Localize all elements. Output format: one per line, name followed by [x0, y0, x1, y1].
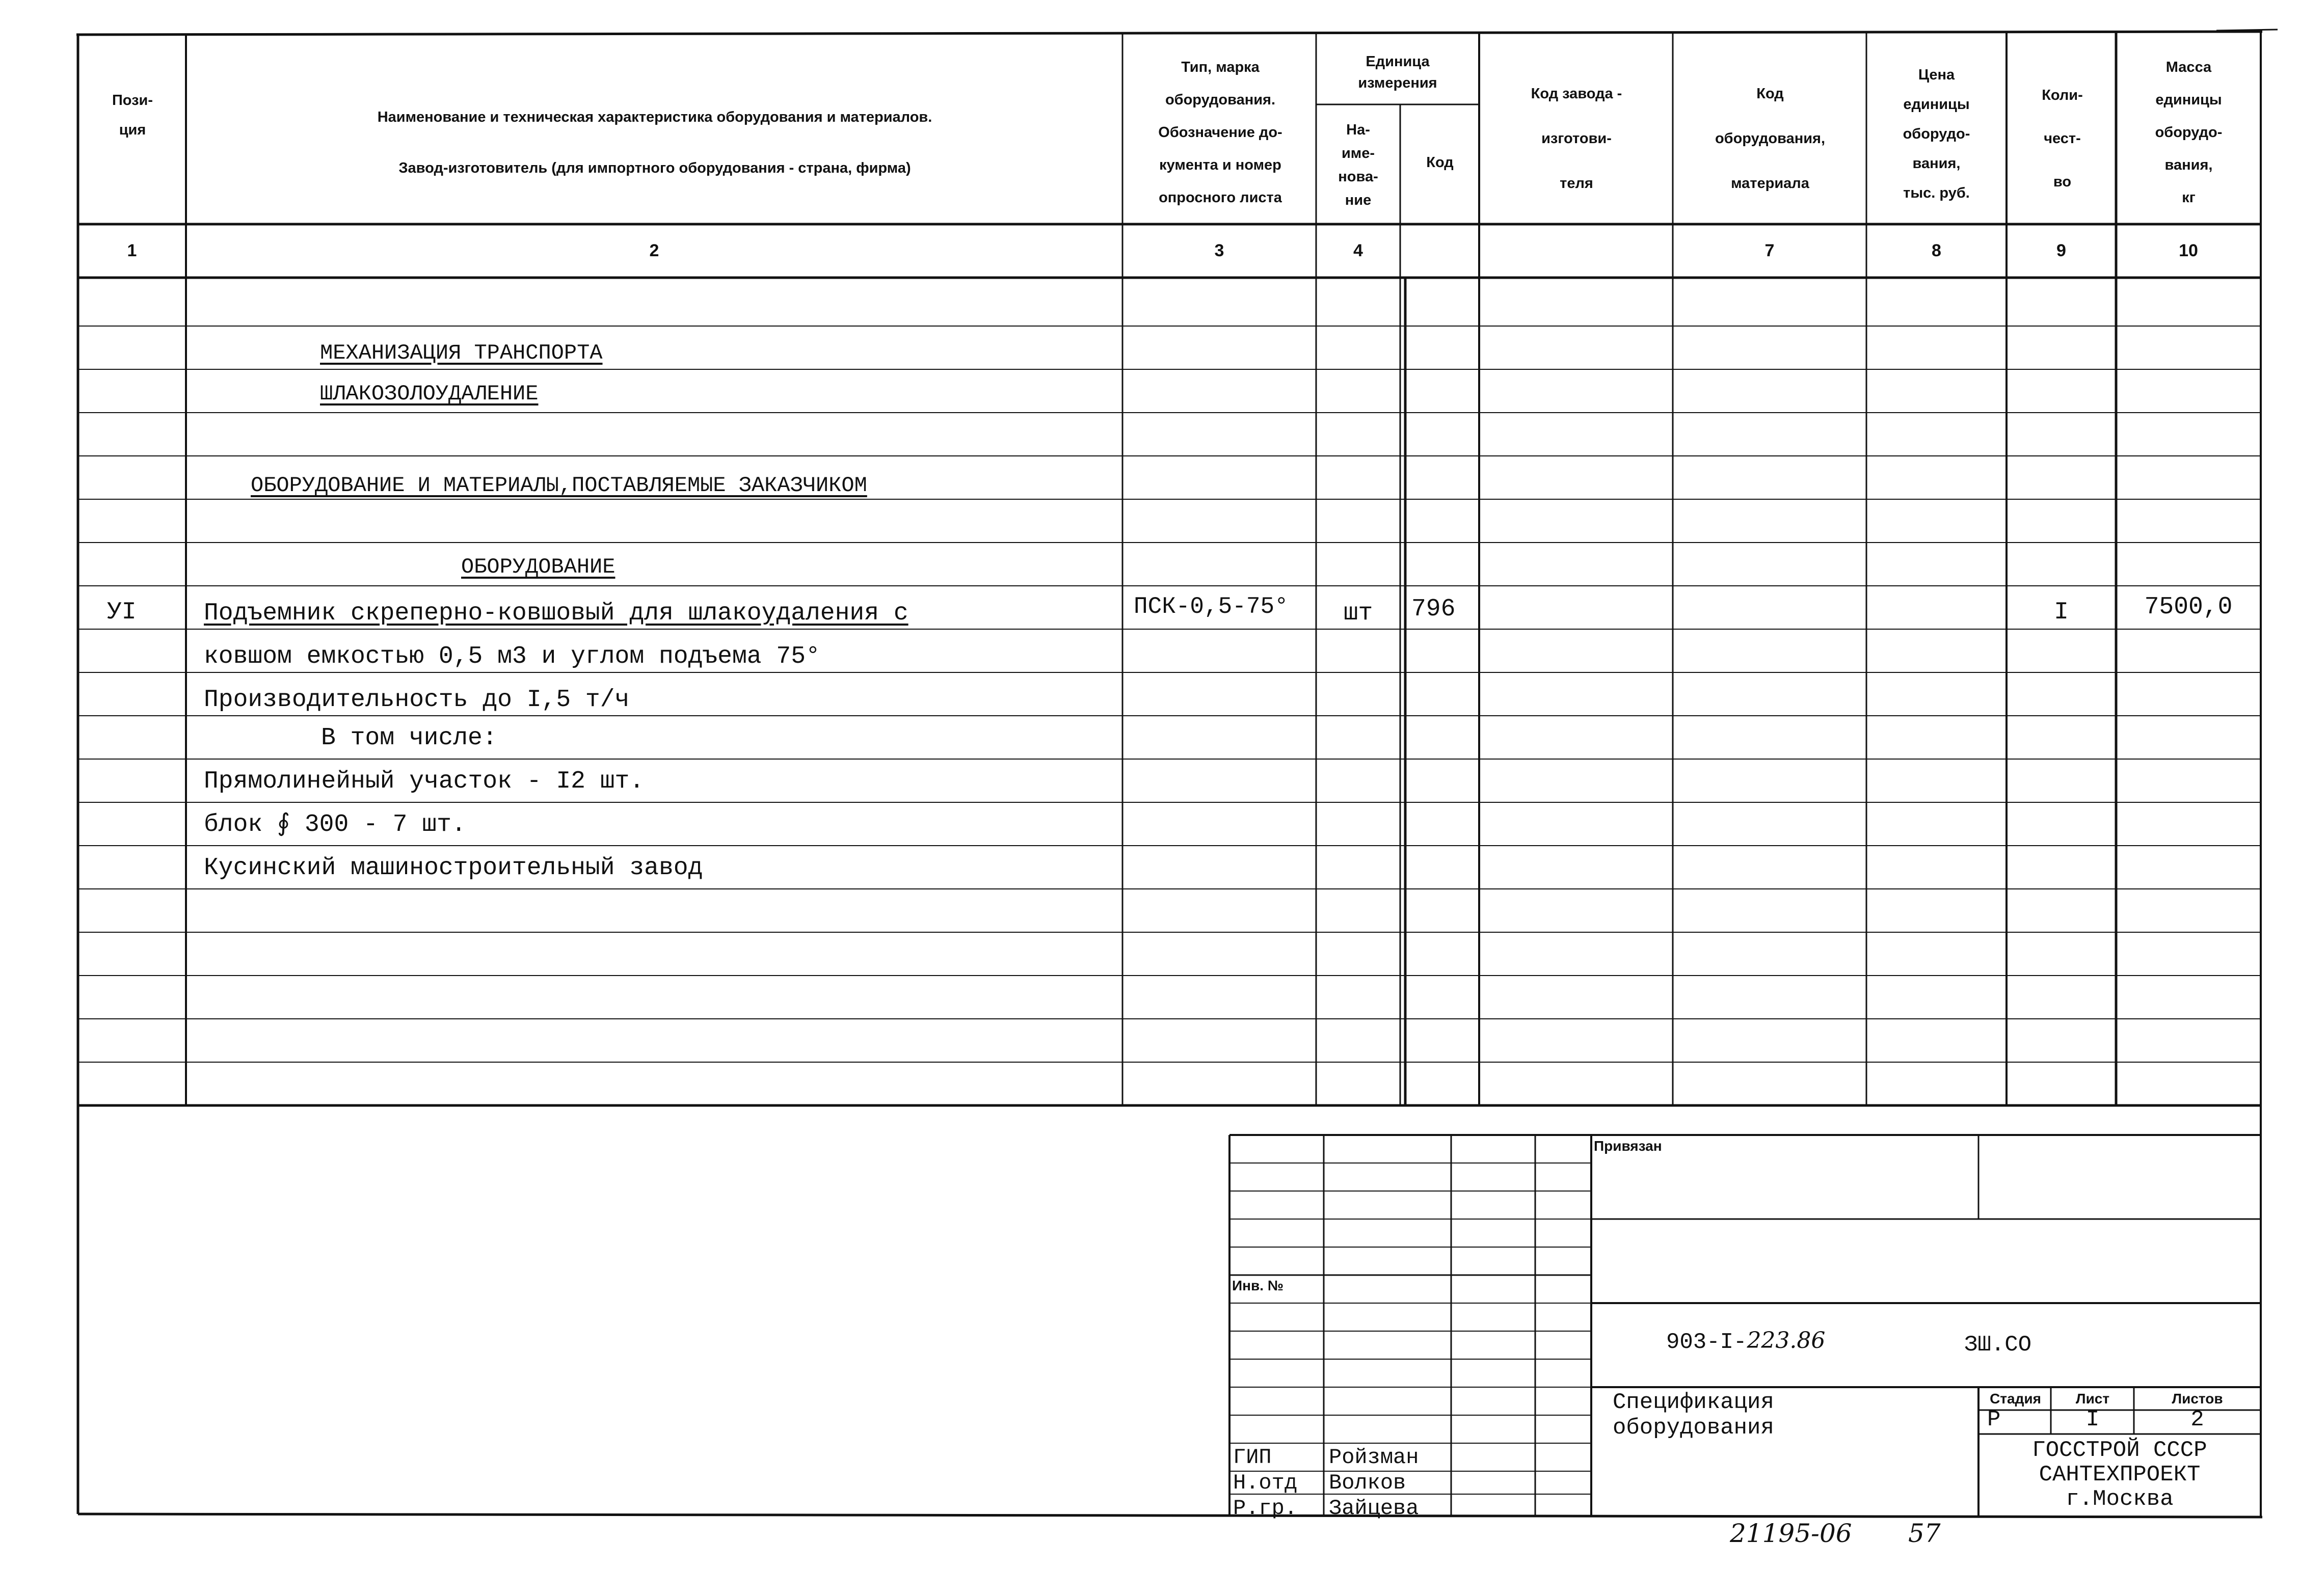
header-price	[1869, 60, 2004, 208]
header-factory-code	[1483, 71, 1670, 206]
header-type-line5: опросного листа	[1159, 190, 1282, 206]
header-price-line5: тыс. руб.	[1903, 185, 1970, 201]
stamp-sheet-code: ЗШ.СО	[1964, 1332, 2032, 1358]
stamp-organization-line3: г.Москва	[2066, 1486, 2174, 1512]
stamp-roles	[1233, 1445, 1297, 1521]
stamp-role-dept-head: Н.отд	[1233, 1471, 1298, 1495]
header-quantity-line2: чест-	[2044, 130, 2081, 147]
stamp-names	[1329, 1445, 1419, 1521]
stamp-role-group-head: Р.гр.	[1233, 1496, 1298, 1521]
stamp-organization-line2: САНТЕХПРОЕКТ	[2039, 1462, 2201, 1487]
stamp-organization-line1: ГОССТРОЙ СССР	[2032, 1438, 2207, 1463]
header-factory-code-line1: Код завода -	[1531, 86, 1622, 102]
stamp-name-dept-head: Волков	[1329, 1471, 1406, 1495]
header-price-line4: вания,	[1912, 155, 1961, 172]
footer-archive-number: 21195-06	[1730, 1519, 1852, 1548]
header-type-line4: кумента и номер	[1159, 157, 1281, 173]
stamp-title-line2: оборудования	[1613, 1415, 1774, 1441]
column-number-8: 8	[1932, 241, 1941, 260]
header-mass-line1: Масса	[2165, 59, 2212, 75]
column-number-3: 3	[1214, 241, 1224, 260]
header-unit-name-line4: ние	[1345, 192, 1372, 208]
stamp-sheet: I	[2085, 1407, 2100, 1432]
section-transport-mechanization: МЕХАНИЗАЦИЯ ТРАНСПОРТА	[320, 341, 603, 365]
header-equipment-code	[1676, 71, 1864, 206]
stamp-sheets: 2	[2190, 1407, 2204, 1432]
stamp-sheets-label: Листов	[2172, 1391, 2223, 1406]
header-quantity-line3: во	[2053, 174, 2072, 190]
header-mass-line3: оборудо-	[2155, 124, 2223, 141]
header-unit-group	[1319, 51, 1477, 94]
header-position-line1: Пози-	[112, 92, 153, 109]
item-line-1: Подъемник скреперно-ковшовый для шлакоудаления с	[204, 600, 908, 627]
column-number-2: 2	[649, 241, 659, 260]
item-type: ПСК-0,5-75°	[1134, 593, 1289, 620]
item-line-6: блок ∮ 300 - 7 шт.	[204, 811, 466, 838]
column-number-10: 10	[2179, 241, 2198, 260]
header-position	[87, 86, 178, 145]
item-line-4: В том числе:	[321, 724, 497, 752]
header-position-line2: ция	[119, 122, 146, 138]
section-slag-ash-removal: ШЛАКОЗОЛОУДАЛЕНИЕ	[320, 382, 539, 406]
header-unit-name-line1: На-	[1346, 122, 1370, 138]
header-price-line1: Цена	[1918, 67, 1955, 83]
header-mass-line2: единицы	[2155, 92, 2222, 108]
header-mass-line5: кг	[2182, 190, 2196, 206]
header-unit-name-line3: нова-	[1338, 169, 1378, 185]
header-quantity-line1: Коли-	[2042, 87, 2083, 103]
header-unit-name-line2: име-	[1341, 145, 1375, 161]
section-customer-supplied: ОБОРУДОВАНИЕ И МАТЕРИАЛЫ,ПОСТАВЛЯЕМЫЕ ЗАКАЗЧИКОМ	[251, 473, 867, 498]
stamp-privyazan-label: Привязан	[1594, 1138, 1662, 1154]
column-number-7: 7	[1764, 241, 1775, 260]
header-type-line2: оборудования.	[1165, 92, 1276, 108]
header-name	[194, 92, 1116, 194]
footer-page-number: 57	[1908, 1519, 1941, 1548]
item-unit-code: 796	[1411, 596, 1456, 623]
header-name-line2: Завод-изготовитель (для импортного оборудования - страна, фирма)	[398, 160, 911, 176]
item-position: УI	[107, 599, 137, 626]
stamp-name-gip: Ройзман	[1329, 1445, 1419, 1470]
stamp-sheet-label: Лист	[2075, 1391, 2110, 1406]
stamp-inventory-label: Инв. №	[1232, 1278, 1284, 1293]
header-unit-group-line1: Единица	[1366, 53, 1430, 70]
header-mass-line4: вания,	[2164, 157, 2213, 173]
item-quantity: I	[2054, 599, 2069, 626]
column-number-9: 9	[2056, 241, 2066, 260]
stamp-title-line1: Спецификация	[1613, 1390, 1774, 1415]
header-equipment-code-line2: оборудования,	[1715, 130, 1826, 147]
header-unit-code: Код	[1426, 154, 1454, 171]
stamp-organization	[1978, 1438, 2261, 1511]
item-line-5: Прямолинейный участок - I2 шт.	[204, 768, 645, 795]
header-type	[1126, 51, 1315, 214]
item-line-2: ковшом емкостью 0,5 м3 и углом подъема 75°	[204, 643, 820, 670]
section-equipment: ОБОРУДОВАНИЕ	[461, 555, 616, 579]
item-mass: 7500,0	[2144, 593, 2233, 621]
item-line-7: Кусинский машиностроительный завод	[204, 854, 703, 882]
header-mass	[2119, 51, 2259, 214]
header-type-line1: Тип, марка	[1181, 59, 1260, 75]
stamp-name-group-head: Зайцева	[1329, 1496, 1419, 1521]
stamp-title	[1613, 1390, 1774, 1441]
stamp-role-gip: ГИП	[1233, 1445, 1272, 1470]
header-price-line3: оборудо-	[1903, 126, 1970, 142]
stamp-document-code-printed: 903-I-	[1666, 1330, 1747, 1355]
column-number-4: 4	[1353, 241, 1363, 260]
item-unit-name: шт	[1343, 600, 1373, 627]
stamp-document-code	[1666, 1330, 1825, 1354]
stamp-stage-label: Стадия	[1990, 1391, 2041, 1406]
header-price-line2: единицы	[1903, 96, 1970, 113]
header-unit-name	[1319, 118, 1398, 212]
stamp-document-code-handwritten: 223.86	[1747, 1328, 1826, 1354]
header-quantity	[2010, 74, 2115, 204]
header-factory-code-line3: теля	[1560, 175, 1593, 192]
header-name-line1: Наименование и техническая характеристика оборудования и материалов.	[377, 109, 932, 125]
header-factory-code-line2: изготови-	[1541, 130, 1612, 147]
stamp-stage: Р	[1987, 1407, 2001, 1432]
column-number-1: 1	[127, 241, 137, 260]
item-line-3: Производительность до I,5 т/ч	[204, 686, 630, 714]
header-equipment-code-line3: материала	[1731, 175, 1809, 192]
header-equipment-code-line1: Код	[1756, 86, 1784, 102]
header-type-line3: Обозначение до-	[1158, 124, 1282, 141]
header-unit-group-line2: измерения	[1358, 75, 1437, 91]
